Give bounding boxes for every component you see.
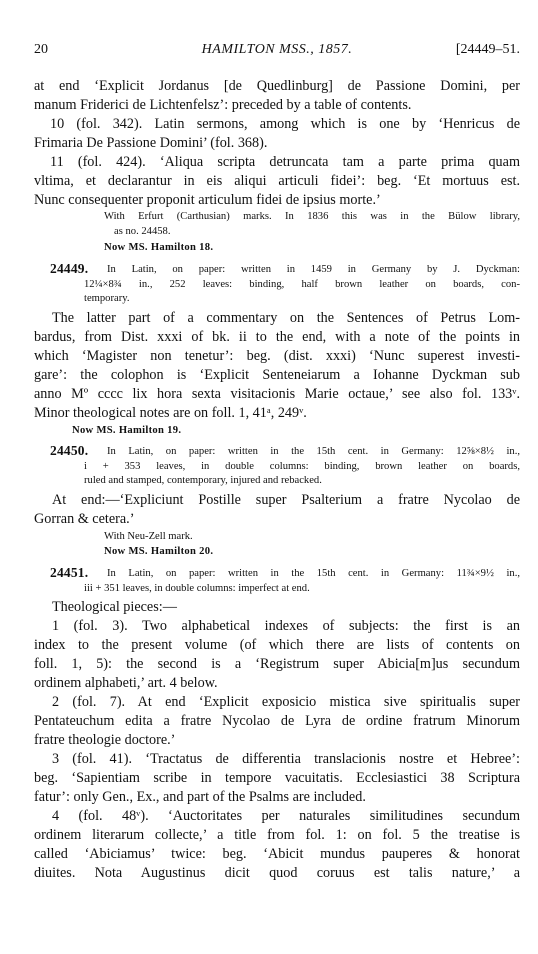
body-line: At end:—‘Expliciunt Postille super Psalterium a fratre Nycolao de [52, 492, 520, 508]
shelfmark: Now MS. Hamilton 18. [104, 242, 214, 253]
provenance-note: With Erfurt (Carthusian) marks. In 1836 this was in the Bülow library, [104, 211, 520, 222]
body-line: bardus, from Dist. xxxi of bk. ii to the end, with a note of the points in [34, 329, 520, 345]
body-line: 4 (fol. 48ᵛ). ‘Auctoritates per naturales similitudines secundum [52, 808, 520, 824]
entry-number: 24449. [50, 261, 89, 276]
body-line: Nunc consequenter proponit articulum fidei de ipsius morte.’ [34, 192, 381, 208]
body-line: 11 (fol. 424). ‘Aliqua scripta detruncata tam a parte prima quam [50, 154, 520, 170]
entry-description: In Latin, on paper: written in 1459 in Germany by J. Dyckman: [107, 264, 520, 275]
running-title: HAMILTON MSS., 1857. [201, 42, 353, 57]
shelfmark: Now MS. Hamilton 19. [72, 425, 182, 436]
body-line: Frimaria De Passione Domini’ (fol. 368). [34, 135, 268, 151]
entry-description: ruled and stamped, contemporary, injured and rebacked. [84, 475, 322, 486]
body-line: 3 (fol. 41). ‘Tractatus de differentia translacionis nostre et Hebree’: [52, 751, 520, 767]
body-line: called ‘Abiciamus’ twice: beg. ‘Abicit mundus pauperes & honorat [34, 846, 520, 862]
provenance-note: With Neu-Zell mark. [104, 531, 193, 542]
entry-description: In Latin, on paper: written in the 15th cent. in Germany: 11¾×9½ in., [107, 568, 520, 579]
entry-range: [24449–51. [455, 42, 520, 57]
body-line: Theological pieces:— [52, 599, 177, 615]
body-line: anno Mº cccc lix hora sexta visitacionis Marie octaue,’ see also fol. 133ᵛ. [34, 386, 520, 402]
body-line: ordinem alphabeti,’ art. 4 below. [34, 675, 218, 691]
body-line: foll. 1, 5): the second is a ‘Registrum super Abicia[m]us secundum [34, 656, 520, 672]
entry-description: In Latin, on paper: written in the 15th cent. in Germany: 12⅝×8½ in., [107, 446, 520, 457]
body-line: at end ‘Explicit Jordanus [de Quedlinburg] de Passione Domini, per [34, 78, 520, 94]
body-line: fatur’: only Gen., Ex., and part of the Psalms are included. [34, 789, 366, 805]
entry-description: iii + 351 leaves, in double columns: imperfect at end. [84, 583, 310, 594]
body-line: manum Friderici de Lichtenfelsz’: preceded by a table of contents. [34, 97, 412, 113]
body-line: 1 (fol. 3). Two alphabetical indexes of subjects: the first is an [52, 618, 520, 634]
body-line: vltima, et declarantur in eis aliqui articuli fidei’: beg. ‘Et mortuus est. [34, 173, 520, 189]
body-line: beg. ‘Sapientiam scribe in tempore vacuitatis. Ecclesiastici 38 Scriptura [34, 770, 520, 786]
body-line: The latter part of a commentary on the Sentences of Petrus Lom- [52, 310, 520, 326]
entry-description: temporary. [84, 293, 130, 304]
provenance-note: as no. 24458. [114, 226, 171, 237]
entry-number: 24451. [50, 565, 89, 580]
body-line: ordinem literarum collecte,’ a title from fol. 1: on fol. 5 the treatise is [34, 827, 520, 843]
body-line: index to the present volume (of which there are lists of contents on [34, 637, 520, 653]
body-line: Pentateuchum edita a fratre Nycolao de Lyra de ordine fratrum Minorum [34, 713, 520, 729]
body-line: 2 (fol. 7). At end ‘Explicit exposicio mistica sive spiritualis super [52, 694, 520, 710]
shelfmark: Now MS. Hamilton 20. [104, 546, 214, 557]
body-line: Minor theological notes are on foll. 1, 41ᵃ, 249ᵛ. [34, 405, 307, 421]
body-line: Gorran & cetera.’ [34, 511, 135, 527]
entry-number: 24450. [50, 443, 89, 458]
body-line: gare’: the colophon is ‘Explicit Senteneiarum a Iohanne Dyckman sub [34, 367, 520, 383]
body-line: fratre theologie doctore.’ [34, 732, 176, 748]
body-line: which ‘Magister non tenetur’: beg. (dist. xxxi) ‘Nunc superest investi- [34, 348, 520, 364]
running-header [34, 40, 520, 60]
page-number: 20 [34, 42, 48, 57]
body-line: diuites. Nota Augustinus dicit quod coruus est talis nature,’ a [34, 865, 520, 881]
body-line: 10 (fol. 342). Latin sermons, among which is one by ‘Henricus de [50, 116, 520, 132]
entry-description: 12¼×8¾ in., 252 leaves: binding, half brown leather on boards, con- [84, 279, 520, 290]
entry-description: i + 353 leaves, in double columns: binding, brown leather on boards, [84, 461, 520, 472]
